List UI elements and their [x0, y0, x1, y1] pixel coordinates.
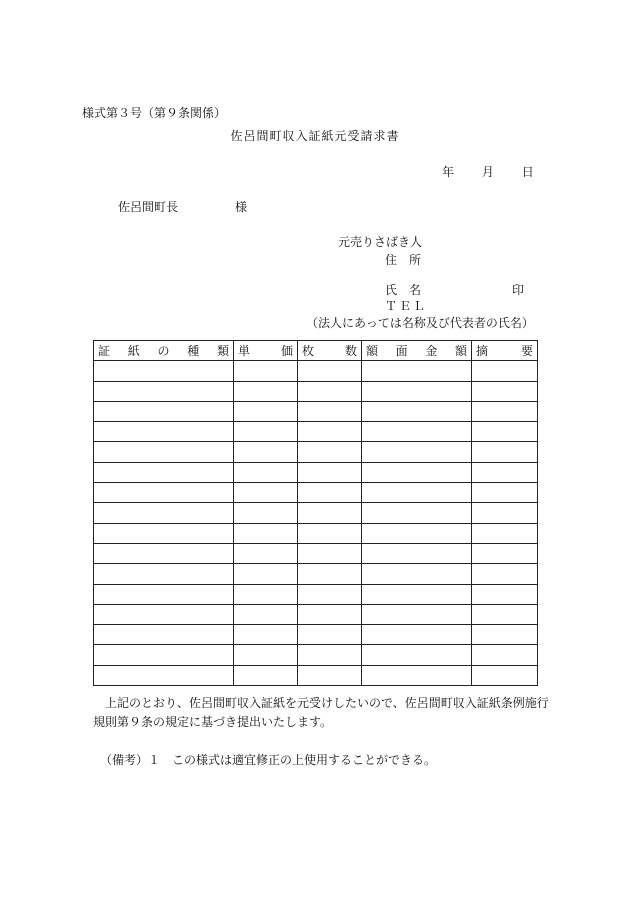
- table-header-row: [94, 341, 538, 361]
- table-cell[interactable]: [94, 381, 234, 401]
- table-cell[interactable]: [362, 584, 472, 604]
- table-row: [94, 401, 538, 421]
- seal-label: 印: [512, 283, 525, 297]
- table-cell[interactable]: [472, 645, 538, 665]
- table-cell[interactable]: [362, 361, 472, 381]
- table-cell[interactable]: [94, 422, 234, 442]
- date-year: 年: [442, 165, 455, 179]
- table-cell[interactable]: [94, 645, 234, 665]
- table-cell[interactable]: [94, 523, 234, 543]
- table-cell[interactable]: [94, 665, 234, 685]
- header-stamp-type-label: 証 紙 の 種 類: [98, 344, 229, 359]
- table-cell[interactable]: [298, 665, 362, 685]
- table-row: [94, 625, 538, 645]
- name-label: 氏 名: [385, 283, 422, 297]
- table-cell[interactable]: [362, 564, 472, 584]
- table-cell[interactable]: [472, 503, 538, 523]
- seller-label: 元売りさばき人: [338, 235, 423, 249]
- table-row: [94, 543, 538, 563]
- table-cell[interactable]: [94, 401, 234, 421]
- addressee-name: 佐呂間町長: [118, 200, 179, 214]
- table-cell[interactable]: [362, 483, 472, 503]
- table-cell[interactable]: [298, 381, 362, 401]
- table-row: [94, 381, 538, 401]
- table-cell[interactable]: [234, 381, 298, 401]
- table-cell[interactable]: [298, 401, 362, 421]
- table-cell[interactable]: [362, 604, 472, 624]
- table-cell[interactable]: [472, 381, 538, 401]
- table-cell[interactable]: [234, 665, 298, 685]
- table-cell[interactable]: [472, 625, 538, 645]
- table-cell[interactable]: [362, 645, 472, 665]
- table-row: [94, 645, 538, 665]
- header-face-value-label: 額 面 金 額: [366, 344, 467, 359]
- table-cell[interactable]: [472, 543, 538, 563]
- table-cell[interactable]: [472, 584, 538, 604]
- table-row: [94, 584, 538, 604]
- document-title: 佐呂間町収入証紙元受請求書: [230, 129, 400, 143]
- table-cell[interactable]: [362, 462, 472, 482]
- table-cell[interactable]: [472, 361, 538, 381]
- table-cell[interactable]: [234, 564, 298, 584]
- remarks-note: （備考）１ この様式は適宜修正の上使用することができる。: [100, 753, 437, 767]
- table-row: [94, 483, 538, 503]
- addressee-honorific: 様: [235, 200, 248, 214]
- table-cell[interactable]: [234, 584, 298, 604]
- header-unit-price-label: 単 価: [238, 344, 293, 359]
- table-cell[interactable]: [94, 462, 234, 482]
- table-cell[interactable]: [298, 422, 362, 442]
- stamp-ledger-table: [93, 340, 538, 686]
- header-quantity-label: 枚 数: [302, 344, 357, 359]
- table-cell[interactable]: [298, 604, 362, 624]
- table-cell[interactable]: [94, 564, 234, 584]
- header-remarks-label: 摘 要: [476, 344, 533, 359]
- header-stamp-type: [94, 341, 234, 361]
- table-cell[interactable]: [94, 604, 234, 624]
- table-cell[interactable]: [362, 422, 472, 442]
- date-day: 日: [521, 165, 534, 179]
- table-cell[interactable]: [298, 442, 362, 462]
- table-cell[interactable]: [234, 523, 298, 543]
- body-paragraph: 上記のとおり、佐呂間町収入証紙を元受けしたいので、佐呂間町収入証紙条例施行規則第９条の規定に基づき提出いたします。: [93, 696, 549, 729]
- table-cell[interactable]: [362, 401, 472, 421]
- table-cell[interactable]: [94, 584, 234, 604]
- table-row: [94, 462, 538, 482]
- table-cell[interactable]: [298, 483, 362, 503]
- table-cell[interactable]: [298, 543, 362, 563]
- table-cell[interactable]: [472, 604, 538, 624]
- table-cell[interactable]: [472, 523, 538, 543]
- header-quantity: [298, 341, 362, 361]
- table-cell[interactable]: [298, 361, 362, 381]
- table-cell[interactable]: [362, 442, 472, 462]
- table-row: [94, 564, 538, 584]
- table-cell[interactable]: [94, 625, 234, 645]
- header-unit-price: [234, 341, 298, 361]
- table-cell[interactable]: [362, 381, 472, 401]
- table-cell[interactable]: [472, 422, 538, 442]
- table-cell[interactable]: [234, 604, 298, 624]
- table-cell[interactable]: [298, 503, 362, 523]
- table-cell[interactable]: [472, 462, 538, 482]
- table-cell[interactable]: [234, 625, 298, 645]
- header-face-value: [362, 341, 472, 361]
- table-cell[interactable]: [362, 665, 472, 685]
- table-cell[interactable]: [234, 422, 298, 442]
- table-cell[interactable]: [94, 361, 234, 381]
- table-cell[interactable]: [234, 503, 298, 523]
- address-label: 住 所: [385, 253, 422, 267]
- table-cell[interactable]: [362, 503, 472, 523]
- table-cell[interactable]: [472, 483, 538, 503]
- table-row: [94, 422, 538, 442]
- table-cell[interactable]: [234, 462, 298, 482]
- table-cell[interactable]: [94, 543, 234, 563]
- table-row: [94, 503, 538, 523]
- corporate-note: （法人にあっては名称及び代表者の氏名）: [306, 316, 534, 330]
- table-cell[interactable]: [94, 483, 234, 503]
- table-cell[interactable]: [298, 564, 362, 584]
- table-cell[interactable]: [234, 543, 298, 563]
- table-cell[interactable]: [94, 442, 234, 462]
- table-row: [94, 523, 538, 543]
- table-cell[interactable]: [234, 442, 298, 462]
- tel-label: ＴＥＬ: [385, 299, 428, 313]
- table-row: [94, 442, 538, 462]
- header-remarks: [472, 341, 538, 361]
- table-cell[interactable]: [472, 564, 538, 584]
- table-cell[interactable]: [298, 584, 362, 604]
- table-cell[interactable]: [94, 503, 234, 523]
- table-row: [94, 665, 538, 685]
- date-month: 月: [481, 165, 494, 179]
- table-cell[interactable]: [472, 401, 538, 421]
- date-line: [430, 166, 534, 178]
- addressee: [118, 201, 247, 213]
- table-body: [94, 361, 538, 686]
- table-cell[interactable]: [234, 401, 298, 421]
- table-cell[interactable]: [234, 483, 298, 503]
- table-cell[interactable]: [362, 543, 472, 563]
- table-cell[interactable]: [234, 361, 298, 381]
- table-cell[interactable]: [362, 523, 472, 543]
- table-cell[interactable]: [234, 645, 298, 665]
- table-row: [94, 361, 538, 381]
- table-cell[interactable]: [298, 645, 362, 665]
- table-cell[interactable]: [362, 625, 472, 645]
- table-cell[interactable]: [472, 442, 538, 462]
- table-cell[interactable]: [298, 462, 362, 482]
- table-row: [94, 604, 538, 624]
- table-cell[interactable]: [298, 523, 362, 543]
- table-cell[interactable]: [298, 625, 362, 645]
- table-cell[interactable]: [472, 665, 538, 685]
- form-number: 様式第３号（第９条関係）: [82, 106, 227, 120]
